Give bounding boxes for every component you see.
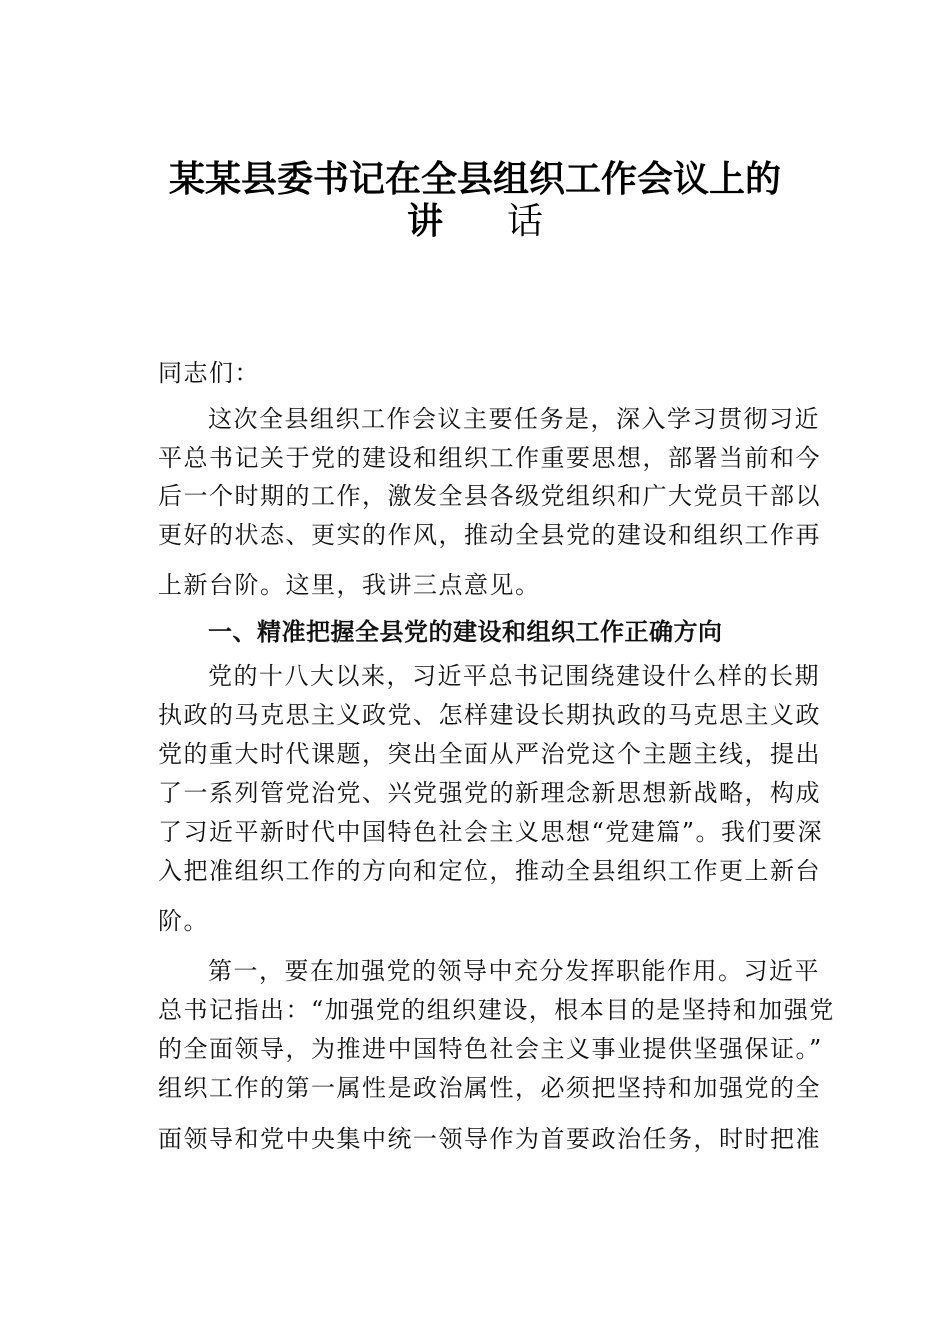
title-line-1: 某某县委书记在全县组织工作会议上的	[168, 159, 781, 200]
section1-line: 阶。	[158, 907, 209, 935]
intro-line: 后一个时期的工作，激发全县各级党组织和广大党员干部以	[158, 482, 821, 510]
title-line-2	[0, 198, 950, 246]
section1-line: 党的十八大以来，习近平总书记围绕建设什么样的长期	[208, 662, 820, 690]
intro-line: 平总书记关于党的建设和组织工作重要思想，部署当前和今	[158, 444, 821, 472]
point1-line: 面领导和党中央集中统一领导作为首要政治任务，时时把准	[158, 1125, 821, 1153]
point1-line: 第一，要在加强党的领导中充分发挥职能作用。习近平	[208, 957, 820, 985]
intro-line: 更好的状态、更实的作风，推动全县党的建设和组织工作再	[158, 521, 821, 549]
section1-line: 执政的马克思主义政党、怎样建设长期执政的马克思主义政	[158, 701, 821, 729]
point1-line: 的全面领导，为推进中国特色社会主义事业提供坚强保证。”	[158, 1035, 823, 1063]
intro-line: 这次全县组织工作会议主要任务是，深入学习贯彻习近	[208, 405, 820, 433]
section-heading-1: 一、精准把握全县党的建设和组织工作正确方向	[208, 618, 723, 646]
document-title	[0, 156, 950, 246]
intro-line: 上新台阶。这里，我讲三点意见。	[158, 571, 541, 599]
section1-line: 入把准组织工作的方向和定位，推动全县组织工作更上新台	[158, 857, 821, 885]
point1-line: 组织工作的第一属性是政治属性，必须把坚持和加强党的全	[158, 1074, 821, 1102]
section1-line: 党的重大时代课题，突出全面从严治党这个主题主线，提出	[158, 740, 821, 768]
salutation: 同志们：	[158, 359, 260, 387]
section1-line: 了一系列管党治党、兴党强党的新理念新思想新战略，构成	[158, 779, 821, 807]
title-line-2-part-b: 话	[507, 201, 544, 242]
section1-line: 了习近平新时代中国特色社会主义思想“党建篇”。我们要深	[158, 818, 824, 846]
point1-line: 总书记指出：“加强党的组织建设，根本目的是坚持和加强党	[158, 996, 835, 1024]
title-line-2-part-a: 讲	[406, 201, 443, 242]
